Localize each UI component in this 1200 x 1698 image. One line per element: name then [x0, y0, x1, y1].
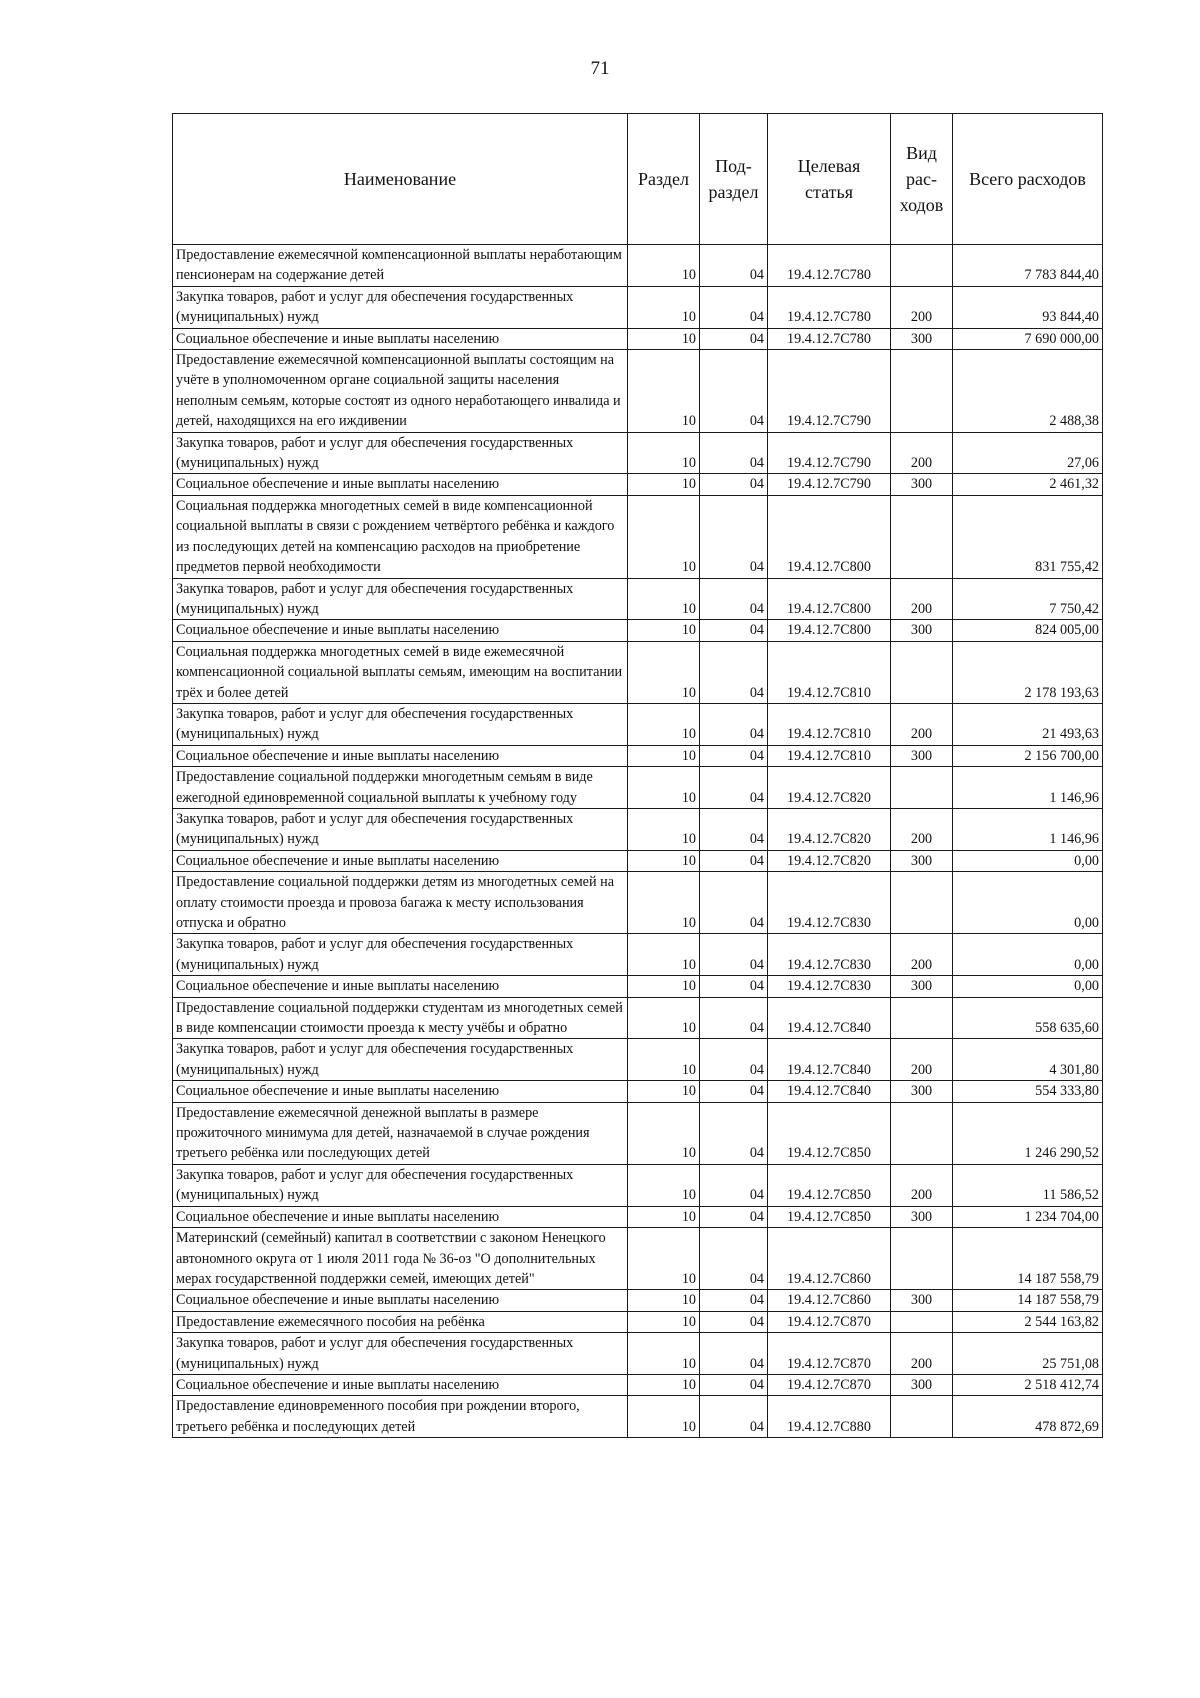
- header-vid: Вид рас- ходов: [891, 114, 953, 245]
- cell-statya: 19.4.12.7С860: [768, 1228, 891, 1290]
- cell-name: Социальная поддержка многодетных семей в виде компенсационной социальной выплаты в связи с рождением четвёртого ребёнка и каждого из последующих детей на компенсацию расходов на приобретение предметов первой необходимости: [173, 495, 628, 578]
- cell-vid: [891, 1396, 953, 1438]
- cell-statya: 19.4.12.7С870: [768, 1374, 891, 1395]
- cell-name: Социальное обеспечение и иные выплаты населению: [173, 620, 628, 641]
- cell-podrazdel: 04: [700, 495, 768, 578]
- cell-vid: [891, 872, 953, 934]
- cell-total: 14 187 558,79: [953, 1290, 1103, 1311]
- cell-name: Закупка товаров, работ и услуг для обеспечения государственных (муниципальных) нужд: [173, 1039, 628, 1081]
- table-row: [173, 328, 1103, 349]
- cell-razdel: 10: [628, 620, 700, 641]
- cell-vid: 300: [891, 976, 953, 997]
- cell-vid: 300: [891, 745, 953, 766]
- cell-name: Социальное обеспечение и иные выплаты населению: [173, 474, 628, 495]
- cell-total: 21 493,63: [953, 703, 1103, 745]
- cell-name: Закупка товаров, работ и услуг для обеспечения государственных (муниципальных) нужд: [173, 286, 628, 328]
- cell-podrazdel: 04: [700, 1228, 768, 1290]
- cell-statya: 19.4.12.7С820: [768, 850, 891, 871]
- budget-table: [172, 113, 1103, 1438]
- cell-statya: 19.4.12.7С830: [768, 976, 891, 997]
- table-row: [173, 350, 1103, 433]
- table-row: [173, 1081, 1103, 1102]
- cell-statya: 19.4.12.7С820: [768, 767, 891, 809]
- cell-statya: 19.4.12.7С790: [768, 350, 891, 433]
- cell-podrazdel: 04: [700, 350, 768, 433]
- table-row: [173, 578, 1103, 620]
- cell-name: Предоставление социальной поддержки многодетным семьям в виде ежегодной единовременной социальной выплаты к учебному году: [173, 767, 628, 809]
- cell-vid: 300: [891, 1206, 953, 1227]
- cell-vid: 300: [891, 1081, 953, 1102]
- cell-podrazdel: 04: [700, 286, 768, 328]
- cell-statya: 19.4.12.7С820: [768, 808, 891, 850]
- cell-vid: 200: [891, 808, 953, 850]
- cell-name: Предоставление ежемесячной компенсационной выплаты неработающим пенсионерам на содержание детей: [173, 245, 628, 287]
- cell-total: 11 586,52: [953, 1164, 1103, 1206]
- cell-statya: 19.4.12.7С840: [768, 1039, 891, 1081]
- cell-statya: 19.4.12.7С830: [768, 872, 891, 934]
- cell-vid: 300: [891, 474, 953, 495]
- header-podrazdel: Под- раздел: [700, 114, 768, 245]
- cell-name: Закупка товаров, работ и услуг для обеспечения государственных (муниципальных) нужд: [173, 432, 628, 474]
- cell-name: Предоставление социальной поддержки детям из многодетных семей на оплату стоимости проезда и провоза багажа к месту использования отпуска и обратно: [173, 872, 628, 934]
- cell-total: 2 461,32: [953, 474, 1103, 495]
- cell-total: 0,00: [953, 872, 1103, 934]
- cell-name: Социальное обеспечение и иные выплаты населению: [173, 1206, 628, 1227]
- cell-statya: 19.4.12.7С800: [768, 578, 891, 620]
- cell-statya: 19.4.12.7С810: [768, 703, 891, 745]
- cell-podrazdel: 04: [700, 620, 768, 641]
- table-row: [173, 474, 1103, 495]
- cell-podrazdel: 04: [700, 1206, 768, 1227]
- table-row: [173, 997, 1103, 1039]
- cell-razdel: 10: [628, 850, 700, 871]
- cell-vid: 300: [891, 1290, 953, 1311]
- cell-total: 2 156 700,00: [953, 745, 1103, 766]
- cell-razdel: 10: [628, 578, 700, 620]
- cell-podrazdel: 04: [700, 1396, 768, 1438]
- cell-statya: 19.4.12.7С800: [768, 495, 891, 578]
- cell-razdel: 10: [628, 997, 700, 1039]
- cell-podrazdel: 04: [700, 976, 768, 997]
- cell-razdel: 10: [628, 976, 700, 997]
- table-row: [173, 934, 1103, 976]
- cell-vid: 200: [891, 578, 953, 620]
- table-row: [173, 850, 1103, 871]
- table-row: [173, 641, 1103, 703]
- cell-total: 27,06: [953, 432, 1103, 474]
- cell-razdel: 10: [628, 432, 700, 474]
- table-row: [173, 1164, 1103, 1206]
- cell-vid: 200: [891, 934, 953, 976]
- table-row: [173, 1333, 1103, 1375]
- cell-total: 7 750,42: [953, 578, 1103, 620]
- cell-name: Социальное обеспечение и иные выплаты населению: [173, 1290, 628, 1311]
- cell-razdel: 10: [628, 1081, 700, 1102]
- cell-total: 2 518 412,74: [953, 1374, 1103, 1395]
- cell-vid: [891, 997, 953, 1039]
- cell-statya: 19.4.12.7С800: [768, 620, 891, 641]
- cell-total: 7 783 844,40: [953, 245, 1103, 287]
- cell-razdel: 10: [628, 1206, 700, 1227]
- cell-name: Закупка товаров, работ и услуг для обеспечения государственных (муниципальных) нужд: [173, 934, 628, 976]
- table-row: [173, 703, 1103, 745]
- cell-name: Закупка товаров, работ и услуг для обеспечения государственных (муниципальных) нужд: [173, 1333, 628, 1375]
- table-row: [173, 1039, 1103, 1081]
- cell-statya: 19.4.12.7С850: [768, 1164, 891, 1206]
- cell-podrazdel: 04: [700, 1081, 768, 1102]
- cell-vid: [891, 1102, 953, 1164]
- cell-total: 1 146,96: [953, 808, 1103, 850]
- cell-razdel: 10: [628, 745, 700, 766]
- cell-total: 7 690 000,00: [953, 328, 1103, 349]
- cell-name: Социальное обеспечение и иные выплаты населению: [173, 1081, 628, 1102]
- cell-vid: [891, 495, 953, 578]
- cell-razdel: 10: [628, 1311, 700, 1332]
- cell-vid: 200: [891, 1333, 953, 1375]
- cell-vid: [891, 1311, 953, 1332]
- cell-razdel: 10: [628, 641, 700, 703]
- cell-podrazdel: 04: [700, 850, 768, 871]
- cell-razdel: 10: [628, 1228, 700, 1290]
- cell-razdel: 10: [628, 808, 700, 850]
- cell-vid: 200: [891, 703, 953, 745]
- cell-podrazdel: 04: [700, 578, 768, 620]
- cell-name: Предоставление ежемесячного пособия на ребёнка: [173, 1311, 628, 1332]
- cell-name: Социальное обеспечение и иные выплаты населению: [173, 976, 628, 997]
- cell-name: Закупка товаров, работ и услуг для обеспечения государственных (муниципальных) нужд: [173, 578, 628, 620]
- cell-razdel: 10: [628, 767, 700, 809]
- cell-podrazdel: 04: [700, 872, 768, 934]
- cell-razdel: 10: [628, 1039, 700, 1081]
- cell-total: 0,00: [953, 934, 1103, 976]
- cell-razdel: 10: [628, 245, 700, 287]
- table-row: [173, 620, 1103, 641]
- cell-total: 824 005,00: [953, 620, 1103, 641]
- table-row: [173, 1311, 1103, 1332]
- cell-podrazdel: 04: [700, 767, 768, 809]
- cell-statya: 19.4.12.7С810: [768, 641, 891, 703]
- header-row: [173, 114, 1103, 245]
- cell-podrazdel: 04: [700, 1311, 768, 1332]
- table-row: [173, 808, 1103, 850]
- cell-name: Социальное обеспечение и иные выплаты населению: [173, 328, 628, 349]
- cell-name: Социальное обеспечение и иные выплаты населению: [173, 1374, 628, 1395]
- cell-name: Предоставление ежемесячной компенсационной выплаты состоящим на учёте в уполномоченном органе социальной защиты населения неполным семьям, которые состоят из одного неработающего инвалида и детей, находящихся на его иждивении: [173, 350, 628, 433]
- cell-razdel: 10: [628, 1333, 700, 1375]
- cell-total: 558 635,60: [953, 997, 1103, 1039]
- cell-name: Социальная поддержка многодетных семей в виде ежемесячной компенсационной социальной выплаты семьям, имеющим на воспитании трёх и более детей: [173, 641, 628, 703]
- cell-total: 478 872,69: [953, 1396, 1103, 1438]
- cell-razdel: 10: [628, 872, 700, 934]
- cell-name: Закупка товаров, работ и услуг для обеспечения государственных (муниципальных) нужд: [173, 808, 628, 850]
- table-body: [173, 245, 1103, 1438]
- table-row: [173, 432, 1103, 474]
- table-row: [173, 1102, 1103, 1164]
- cell-podrazdel: 04: [700, 1164, 768, 1206]
- header-total: Всего расходов: [953, 114, 1103, 245]
- cell-statya: 19.4.12.7С810: [768, 745, 891, 766]
- cell-podrazdel: 04: [700, 808, 768, 850]
- cell-vid: 300: [891, 620, 953, 641]
- table-row: [173, 767, 1103, 809]
- cell-podrazdel: 04: [700, 1374, 768, 1395]
- cell-total: 1 146,96: [953, 767, 1103, 809]
- table-row: [173, 1206, 1103, 1227]
- cell-podrazdel: 04: [700, 997, 768, 1039]
- table-row: [173, 872, 1103, 934]
- cell-razdel: 10: [628, 474, 700, 495]
- cell-podrazdel: 04: [700, 1102, 768, 1164]
- cell-podrazdel: 04: [700, 245, 768, 287]
- cell-podrazdel: 04: [700, 745, 768, 766]
- cell-statya: 19.4.12.7С780: [768, 328, 891, 349]
- cell-total: 0,00: [953, 976, 1103, 997]
- cell-name: Материнский (семейный) капитал в соответствии с законом Ненецкого автономного округа от 1 июля 2011 года № 36-оз "О дополнительных мерах государственной поддержки семей, имеющих детей": [173, 1228, 628, 1290]
- table-row: [173, 976, 1103, 997]
- header-razdel: Раздел: [628, 114, 700, 245]
- cell-vid: [891, 1228, 953, 1290]
- cell-razdel: 10: [628, 286, 700, 328]
- cell-razdel: 10: [628, 1374, 700, 1395]
- cell-name: Предоставление социальной поддержки студентам из многодетных семей в виде компенсации стоимости проезда к месту учёбы и обратно: [173, 997, 628, 1039]
- cell-statya: 19.4.12.7С830: [768, 934, 891, 976]
- cell-vid: 300: [891, 850, 953, 871]
- table-row: [173, 745, 1103, 766]
- cell-total: 2 488,38: [953, 350, 1103, 433]
- cell-razdel: 10: [628, 1290, 700, 1311]
- cell-total: 2 178 193,63: [953, 641, 1103, 703]
- header-name: Наименование: [173, 114, 628, 245]
- table-row: [173, 495, 1103, 578]
- cell-name: Социальное обеспечение и иные выплаты населению: [173, 850, 628, 871]
- cell-name: Закупка товаров, работ и услуг для обеспечения государственных (муниципальных) нужд: [173, 703, 628, 745]
- cell-statya: 19.4.12.7С850: [768, 1206, 891, 1227]
- table-row: [173, 1228, 1103, 1290]
- cell-total: 831 755,42: [953, 495, 1103, 578]
- cell-razdel: 10: [628, 1102, 700, 1164]
- cell-podrazdel: 04: [700, 328, 768, 349]
- table-row: [173, 1290, 1103, 1311]
- cell-total: 1 234 704,00: [953, 1206, 1103, 1227]
- cell-name: Закупка товаров, работ и услуг для обеспечения государственных (муниципальных) нужд: [173, 1164, 628, 1206]
- cell-statya: 19.4.12.7С790: [768, 474, 891, 495]
- cell-vid: [891, 641, 953, 703]
- cell-podrazdel: 04: [700, 474, 768, 495]
- cell-total: 2 544 163,82: [953, 1311, 1103, 1332]
- cell-razdel: 10: [628, 328, 700, 349]
- cell-statya: 19.4.12.7С780: [768, 286, 891, 328]
- table-row: [173, 245, 1103, 287]
- cell-podrazdel: 04: [700, 1290, 768, 1311]
- cell-total: 554 333,80: [953, 1081, 1103, 1102]
- page-number: 71: [590, 58, 610, 79]
- cell-razdel: 10: [628, 350, 700, 433]
- cell-statya: 19.4.12.7С850: [768, 1102, 891, 1164]
- table-row: [173, 286, 1103, 328]
- cell-vid: 300: [891, 328, 953, 349]
- cell-total: 14 187 558,79: [953, 1228, 1103, 1290]
- cell-statya: 19.4.12.7С840: [768, 1081, 891, 1102]
- cell-razdel: 10: [628, 1396, 700, 1438]
- header-statya: Целевая статья: [768, 114, 891, 245]
- cell-name: Социальное обеспечение и иные выплаты населению: [173, 745, 628, 766]
- cell-total: 1 246 290,52: [953, 1102, 1103, 1164]
- cell-vid: 200: [891, 286, 953, 328]
- cell-name: Предоставление единовременного пособия при рождении второго, третьего ребёнка и последующих детей: [173, 1396, 628, 1438]
- cell-statya: 19.4.12.7С870: [768, 1333, 891, 1375]
- cell-razdel: 10: [628, 1164, 700, 1206]
- cell-vid: 200: [891, 432, 953, 474]
- cell-statya: 19.4.12.7С840: [768, 997, 891, 1039]
- cell-name: Предоставление ежемесячной денежной выплаты в размере прожиточного минимума для детей, назначаемой в случае рождения третьего ребёнка или последующих детей: [173, 1102, 628, 1164]
- table-row: [173, 1396, 1103, 1438]
- cell-vid: [891, 767, 953, 809]
- cell-vid: [891, 245, 953, 287]
- cell-statya: 19.4.12.7С880: [768, 1396, 891, 1438]
- table-row: [173, 1374, 1103, 1395]
- cell-vid: 200: [891, 1164, 953, 1206]
- cell-vid: 200: [891, 1039, 953, 1081]
- cell-total: 25 751,08: [953, 1333, 1103, 1375]
- cell-razdel: 10: [628, 495, 700, 578]
- cell-statya: 19.4.12.7С780: [768, 245, 891, 287]
- cell-statya: 19.4.12.7С870: [768, 1311, 891, 1332]
- cell-podrazdel: 04: [700, 703, 768, 745]
- cell-statya: 19.4.12.7С790: [768, 432, 891, 474]
- cell-razdel: 10: [628, 934, 700, 976]
- cell-vid: 300: [891, 1374, 953, 1395]
- cell-statya: 19.4.12.7С860: [768, 1290, 891, 1311]
- cell-vid: [891, 350, 953, 433]
- cell-podrazdel: 04: [700, 432, 768, 474]
- cell-total: 4 301,80: [953, 1039, 1103, 1081]
- cell-total: 93 844,40: [953, 286, 1103, 328]
- cell-razdel: 10: [628, 703, 700, 745]
- cell-podrazdel: 04: [700, 934, 768, 976]
- cell-podrazdel: 04: [700, 1039, 768, 1081]
- cell-total: 0,00: [953, 850, 1103, 871]
- cell-podrazdel: 04: [700, 1333, 768, 1375]
- cell-podrazdel: 04: [700, 641, 768, 703]
